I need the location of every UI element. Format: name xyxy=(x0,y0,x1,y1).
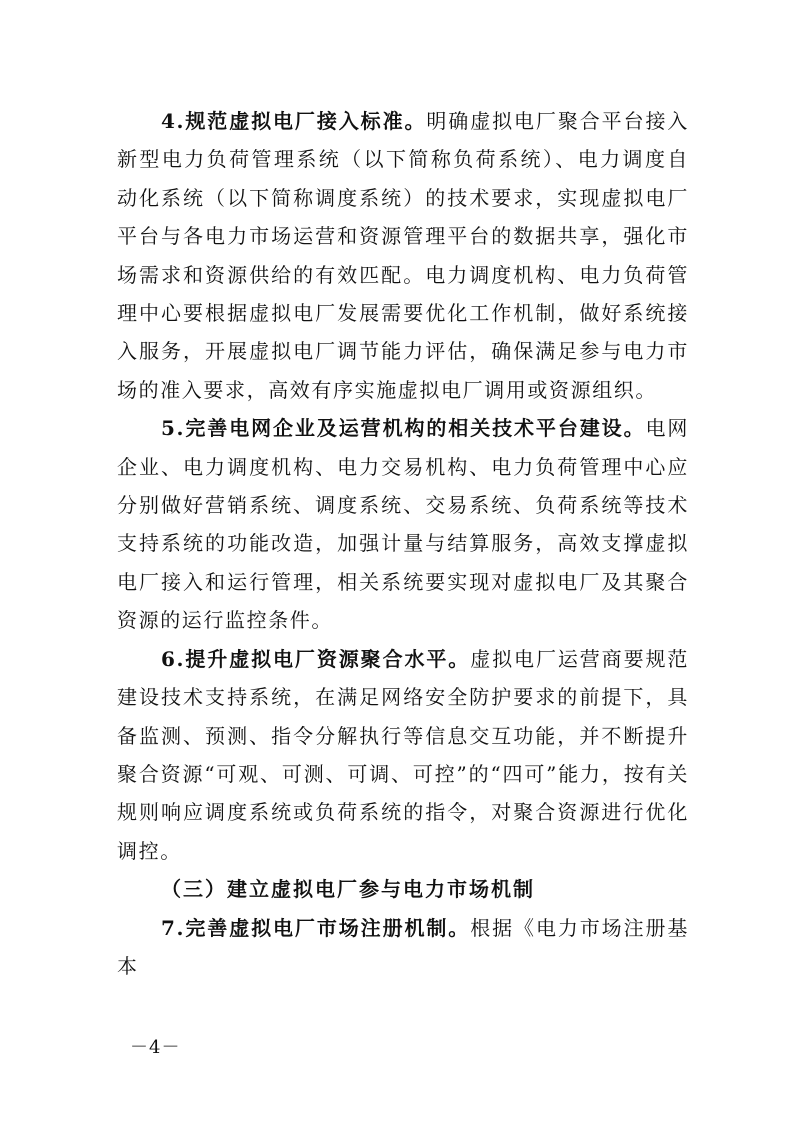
paragraph-5 xyxy=(117,409,689,639)
paragraph-5-heading: 5.完善电网企业及运营机构的相关技术平台建设。 xyxy=(161,416,646,441)
paragraph-4-heading: 4.规范虚拟电厂接入标准。 xyxy=(161,109,427,133)
paragraph-7-body: 根据《电力市场注册基本 xyxy=(117,915,690,978)
paragraph-6-body: 虚拟电厂运营商要规范建设技术支持系统，在满足网络安全防护要求的前提下，具备监测、预测、指令分解执行等信息交互功能，并不断提升聚合资源“可观、可测、可调、可控”的“四可”能力，按有关规则响应调度系统或负荷系统的指令，对聚合资源进行优化调控。 xyxy=(117,646,690,863)
paragraph-4-body: 明确虚拟电厂聚合平台接入新型电力负荷管理系统（以下简称负荷系统）、电力调度自动化系统（以下简称调度系统）的技术要求，实现虚拟电厂平台与各电力市场运营和资源管理平台的数据共享，强化市场需求和资源供给的有效匹配。电力调度机构、电力负荷管理中心要根据虚拟电厂发展需要优化工作机制，做好系统接入服务，开展虚拟电厂调节能力评估，确保满足参与电力市场的准入要求，高效有序实施虚拟电厂调用或资源组织。 xyxy=(117,109,689,402)
page-number: －4－ xyxy=(130,1037,181,1058)
paragraph-7 xyxy=(117,909,689,986)
page-content xyxy=(117,102,689,985)
paragraph-6-heading: 6.提升虚拟电厂资源聚合水平。 xyxy=(161,646,471,671)
paragraph-5-body: 电网企业、电力调度机构、电力交易机构、电力负荷管理中心应分别做好营销系统、调度系统、交易系统、负荷系统等技术支持系统的功能改造，加强计量与结算服务，高效支撑虚拟电厂接入和运行管理，相关系统要实现对虚拟电厂及其聚合资源的运行监控条件。 xyxy=(117,416,689,633)
section-heading: （三）建立虚拟电厂参与电力市场机制 xyxy=(161,877,535,902)
paragraph-6 xyxy=(117,640,689,870)
paragraph-7-heading: 7.完善虚拟电厂市场注册机制。 xyxy=(161,915,471,940)
paragraph-4 xyxy=(117,102,689,409)
